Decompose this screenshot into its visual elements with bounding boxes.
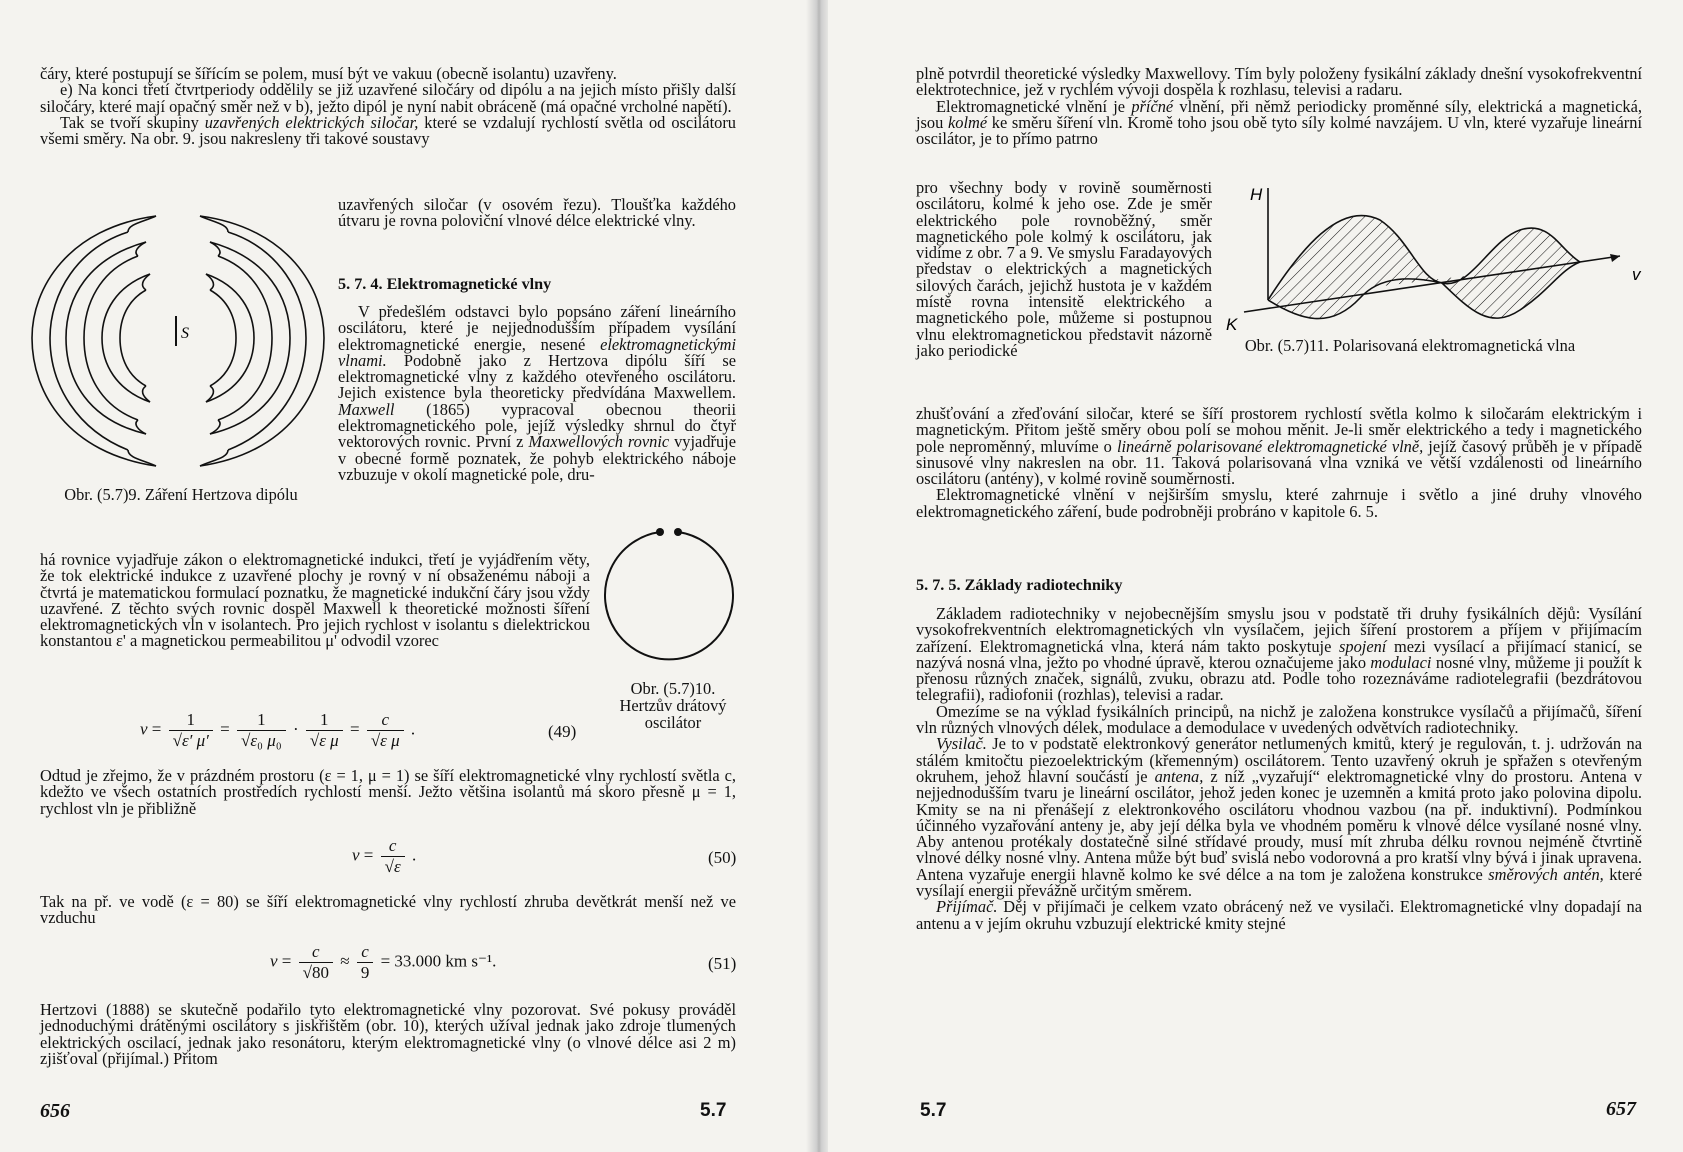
left-p4 [338, 304, 736, 483]
paragraph: uzavřených siločar (v osovém řezu). Tloušťka každého útvaru je rovna poloviční vlnové délce elektrické vlny. [338, 195, 736, 231]
right-body [916, 606, 1642, 932]
right-p2e [916, 406, 1642, 520]
figure-11-caption: Obr. (5.7)11. Polarisovaná elektromagnetická vlna [1244, 336, 1576, 355]
section-heading: 5. 7. 4. Elektromagnetické vlny [338, 275, 552, 293]
paragraph: há rovnice vyjadřuje zákon o elektromagnetické indukci, třetí je vyjádřením věty, že tok elektrické indukce z uzavřené plochy je rovný v ní obsaženému náboji a čtvrtá je matematickou formulací poznatku, že magnetické indukční čáry jsou vždy uzavřené. Z těchto svých rovnic dospěl Maxwell k theoretické možnosti šíření elektromagnetických vln v isolantech. Pro jejich rychlost v isolantu s dielektrickou konstantou ε' a magnetickou permeabilitou μ' odvodil vzorec [40, 550, 590, 651]
paragraph: Hertzovi (1888) se skutečně podařilo tyto elektromagnetické vlny pozorovat. Své pokusy prováděl jednoduchými drátěnými oscilátory s jiskřištěm (obr. 10), kterých užíval jednak jako zdroje tlumených elektrických oscilací, jednak jako resonátoru, kterým elektromagnetické vlny (o vlnové délce asi 2 m) zjišťoval (přijímal.) Přitom [40, 1000, 736, 1068]
left-section-574 [338, 276, 736, 292]
equation-50-number: (50) [708, 848, 737, 867]
page-number-left: 656 [40, 1100, 70, 1122]
spark-gap-ball [656, 528, 664, 536]
equation-51: v = $\frac{c}{√80}$ ≈ $\frac{c}{9}$ = 33.000 km s⁻¹. [270, 942, 497, 982]
figure-hertz-oscillator [598, 520, 738, 670]
left-p8 [40, 1002, 736, 1067]
paragraph: Vysilač. Je to v podstatě elektronkový generátor netlumených kmitů, který je regulován, t. j. udržován na stálém kmitočtu piezoelektrickým (křemenným) oscilátorem. Tento uzavřený okruh je spřažen s otevřeným okruhem, jehož hlavní součástí je antena, z níž „vyzařují“ elektromagnetické vlny do prostoru. Antena v nejjednodušším tvaru je lineární oscilátor, jehož jeden konec je uzemněn a kmitá proto jako polovina dipolu. Kmity se na ni přenášejí z elektronkového oscilátoru vhodnou vazbou (na př. induktivní). Podmínkou účinného vyzařování anteny je, aby její délka byla ve vhodném poměru k vlnové délce vysílané nosné vlny. Aby antenou protékaly dostatečně silné střídavé proudy, musí mít zhruba délku rovnou nejméně čtvrtině vlnové délky nosné vlny. Antena může být buď svislá nebo vodorovná a pro kratší vlny bývá i jinak upravena. Antena vyzařuje energii hlavně kolmo ke své délce a na tom je založena konstrukce směrových antén, které vysílají energii převážně určitým směrem. [916, 734, 1643, 901]
left-p5 [40, 552, 590, 650]
left-p7 [40, 894, 736, 927]
right-top-text [916, 66, 1642, 147]
section-heading: 5. 7. 5. Základy radiotechniky [916, 576, 1123, 594]
paragraph: zhušťování a zřeďování siločar, které se šíří prostorem rychlostí světla kolmo k siločarám elektrickým i magnetickým. Přitom ještě směry obou polí se mohou měnit. Je-li směr elektrického a tedy i magnetického pole neproměnný, mluvíme o lineárně polarisované elektromagnetické vlně, jejíž časový průběh je v případě sinusové vlny nakreslen na obr. 11. Taková polarisovaná vlna vzniká ve větší vzdálenosti od lineárního oscilátoru (antény), v kolmé rovině souměrnosti. [916, 404, 1642, 489]
left-page [0, 0, 810, 1152]
paragraph: Omezíme se na výklad fysikálních principů, na nichž je založena konstrukce vysílačů a přijímačů, šíření vln různých vlnových délek, modulace a demodulace v uvedených odvětvích radiotechniky. [916, 701, 1642, 738]
equation-51-value: = 33.000 km s⁻¹. [380, 951, 497, 971]
paragraph: pro všechny body v rovině souměrnosti oscilátoru, kolmé k jeho ose. Zde je směr elektrického pole rovnoběžný, směr magnetického pole kolmý k oscilátoru, jak vidíme z obr. 7 a 9. Ve smyslu Faradayových představ o elektrických a magnetických silových čarách, jejichž hustota je v každém místě rovna intensitě elektrického a magnetického pole, můžeme si postupnou vlnu elektromagnetickou představit názorně jako periodické [916, 178, 1212, 360]
figure-9-caption: Obr. (5.7)9. Záření Hertzova dipólu [64, 485, 298, 504]
figure-10-caption: Obr. (5.7)10. Hertzův drátový oscilátor [619, 679, 727, 732]
left-fig9-side-text [338, 197, 736, 230]
equation-49: v = $\frac{1}{√\varepsilon' \mu'}$ = $\frac{1}{\text{√ε₀ μ₀}}$ · $\frac{1}{\text{√ε μ}}$ = $\frac{c}{\text{√ε μ}}$ . [140, 710, 416, 750]
equation-51-number: (51) [708, 954, 737, 973]
figure-polarized-wave [1220, 180, 1660, 340]
left-top-text [40, 66, 736, 147]
paragraph: e) Na konci třetí čtvrtperiody oddělily se již uzavřené siločáry od dipólu a na jejich místo přišly další siločáry, které mají opačný směr než v b), ježto dipól je nyní nabit obráceně (má opačné vrcholné napětí). [40, 80, 736, 116]
right-fig11-side-text [916, 180, 1212, 359]
paragraph: čáry, které postupují se šířícím se polem, musí být ve vakuu (obecně isolantu) uzavřeny. [40, 64, 617, 83]
paragraph: Základem radiotechniky v nejobecnějším smyslu jsou v podstatě tři druhy fysikálních dějů: Vysílání vysokofrekventních elektromagnetických vln vysílačem, jejich šíření prostorem a příjem v přijímacím zařízení. Elektromagnetická vlna, která nám takto poskytuje spojení mezi vysílací a přijímací stanicí, se nazývá nosná vlna, ježto po vhodné úpravě, kterou označujeme jako modulaci nosné vlny, můžeme ji použít k přenosu různých značek, signálů, zvuku, obrazu atd. Podle toho rozeznáváme radiotelegrafii (bezdrátovou telegrafii), radiofonii (rozhlas), televisi a radar. [916, 604, 1643, 705]
paragraph: Tak na př. ve vodě (ε = 80) se šíří elektromagnetické vlny rychlostí zhruba devětkrát menší než ve vzduchu [40, 892, 736, 928]
spark-gap-ball [674, 528, 682, 536]
axis-v-label: v [1632, 265, 1641, 284]
dipole-label: S [181, 325, 189, 342]
paragraph: Elektromagnetické vlnění je příčné vlnění, při němž periodicky proměnné síly, elektrická a magnetická, jsou kolmé ke směru šíření vln. Kromě toho jsou obě tyto síly kolmé navzájem. U vln, které vyzařuje lineární oscilátor, je to přímo patrno [916, 96, 1642, 149]
equation-49-number: (49) [548, 722, 577, 741]
right-page [828, 0, 1683, 1152]
chapter-label-right: 5.7 [920, 1100, 947, 1121]
paragraph: V předešlém odstavci bylo popsáno záření lineárního oscilátoru, které je nejjednodušším případem vysílání elektromagnetické energie, nesené elektromagnetickými vlnami. Podobně jako z Hertzova dipólu šíří se elektromagnetické vlny z každého otevřeného oscilátoru. Jejich existence byla theoreticky předvídána Maxwellem. Maxwell (1865) vypracoval obecnou theorii elektromagnetického pole, jejíž výsledky shrnul do čtyř vektorových rovnic. První z Maxwellových rovnic vyjadřuje v obecné formě poznatek, že pohyb elektrického náboje vzbuzuje v okolí magnetické pole, dru- [338, 302, 736, 484]
chapter-label-left: 5.7 [700, 1100, 727, 1121]
right-section-575 [916, 577, 1642, 593]
page-number-right: 657 [1606, 1098, 1636, 1120]
left-p6 [40, 768, 736, 817]
axis-K-label: K [1226, 315, 1238, 334]
paragraph: Tak se tvoří skupiny uzavřených elektrických siločar, které se vzdalují rychlostí světla od oscilátoru všemi směry. Na obr. 9. jsou nakresleny tři takové soustavy [40, 112, 736, 149]
paragraph: Přijímač. Děj v přijímači je celkem vzato obrácený než ve vysilači. Elektromagnetické vlny dopadají na antenu a v jejím okruhu vzbuzují elektrické kmity stejné [916, 897, 1642, 933]
paragraph: plně potvrdil theoretické výsledky Maxwellovy. Tím byly položeny fysikální základy dnešní vysokofrekventní elektrotechnice, jež v rychlém vývoji dospěla k rozhlasu, televisi a radaru. [916, 64, 1642, 100]
paragraph: Odtud je zřejmo, že v prázdném prostoru (ε = 1, μ = 1) se šíří elektromagnetické vlny rychlostí světla c, kdežto ve všech ostatních prostředích rychlostí menší. Ježto většina isolantů má skoro přesně μ = 1, rychlost vln je přibližně [40, 766, 736, 818]
figure-hertz-dipole [28, 208, 328, 478]
paragraph: Elektromagnetické vlnění v nejširším smyslu, které zahrnuje i světlo a jiné druhy vlnového elektromagnetického záření, bude podrobněji probráno v kapitole 6. 5. [916, 485, 1642, 521]
equation-50: v = $\frac{c}{√\varepsilon}$ . [352, 836, 417, 876]
axis-H-label: H [1250, 185, 1263, 204]
